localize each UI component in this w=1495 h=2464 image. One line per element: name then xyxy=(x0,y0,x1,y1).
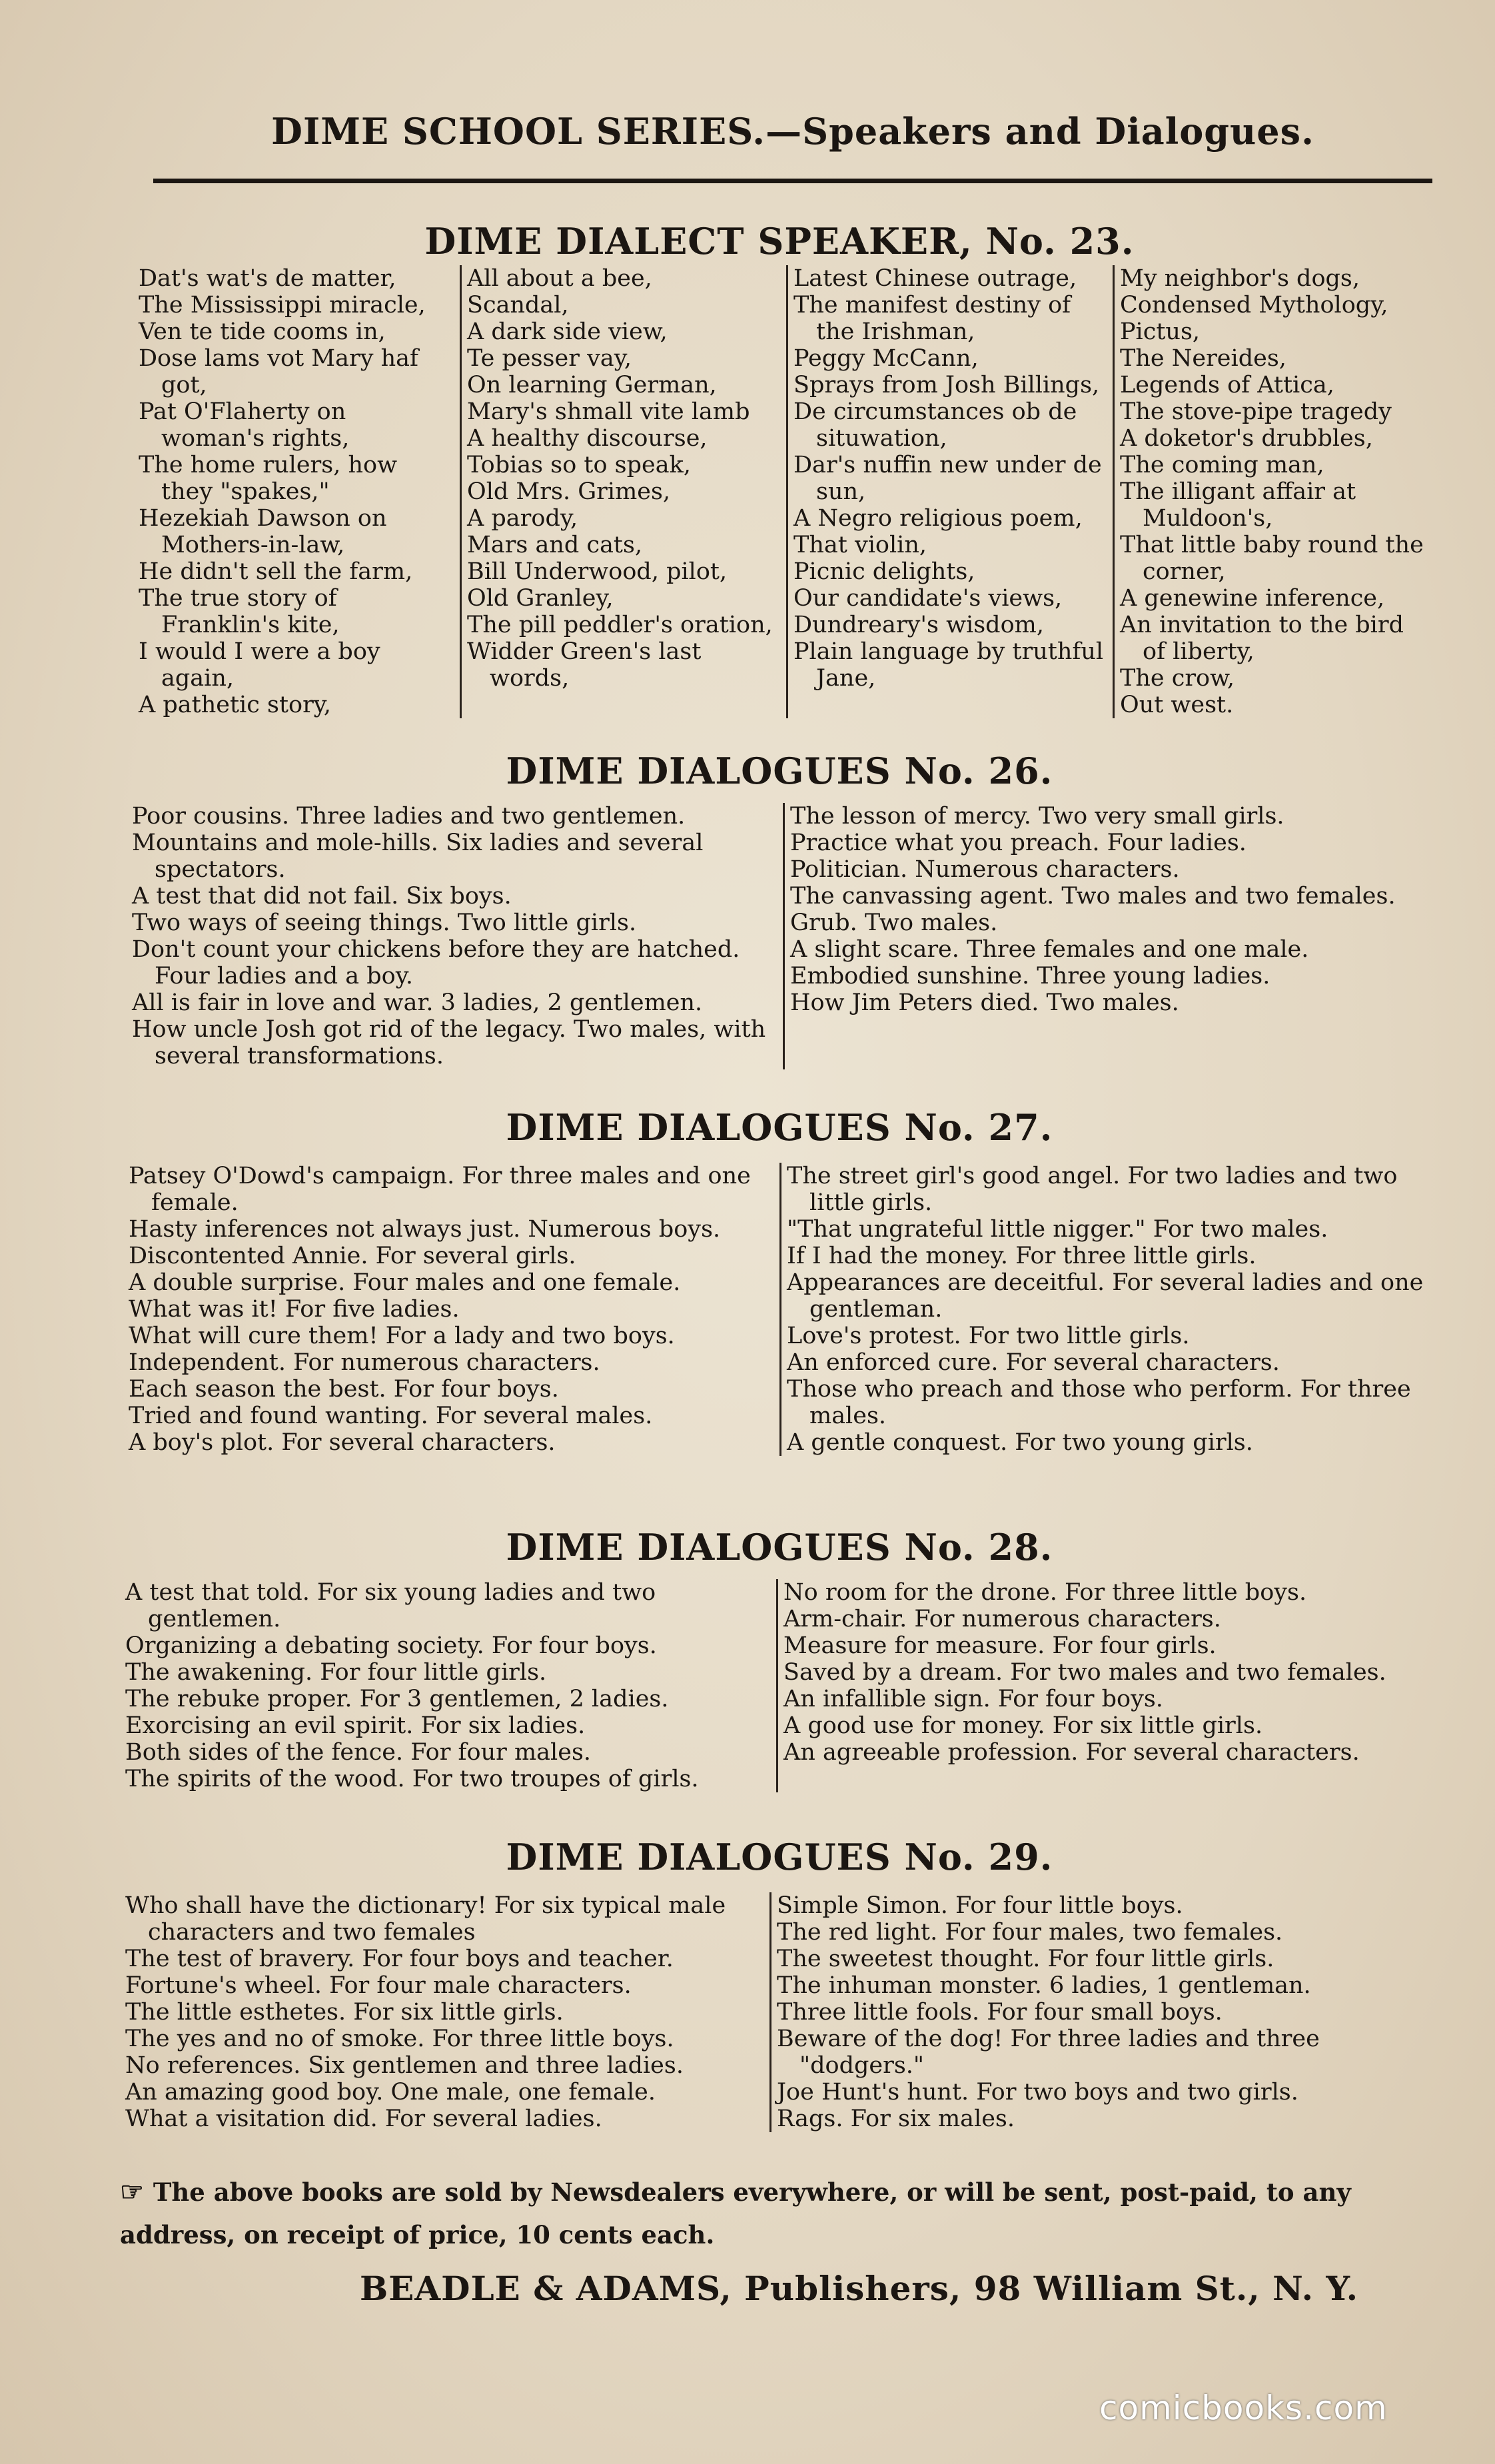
list-item: A genewine inference, xyxy=(1120,585,1385,612)
list-item: How Jim Peters died. Two males. xyxy=(790,989,1179,1016)
list-item: The manifest destiny of the Irishman, xyxy=(793,292,1071,345)
series-header: DIME SCHOOL SERIES.—Speakers and Dialogues. xyxy=(271,110,1314,153)
list-item: The canvassing agent. Two males and two females. xyxy=(790,883,1396,910)
section-title-dialogues-28: DIME DIALOGUES No. 28. xyxy=(506,1526,1053,1568)
list-item: Rags. For six males. xyxy=(777,2106,1015,2132)
list-item: Dar's nuffin new under de sun, xyxy=(793,452,1102,505)
dialogues-29-list xyxy=(120,1892,1432,2132)
list-item: A slight scare. Three females and one male. xyxy=(790,936,1309,963)
list-item: Out west. xyxy=(1120,692,1234,718)
list-item: The yes and no of smoke. For three little boys. xyxy=(125,2026,674,2052)
list-item: The awakening. For four little girls. xyxy=(125,1659,547,1686)
list-item: Arm-chair. For numerous characters. xyxy=(783,1606,1221,1632)
list-item: Bill Underwood, pilot, xyxy=(467,558,728,585)
list-item: Who shall have the dictionary! For six typical male characters and two females xyxy=(125,1892,726,1946)
dialogues-27-list xyxy=(123,1163,1432,1456)
list-item: Two ways of seeing things. Two little girls. xyxy=(132,910,637,936)
dialogues-28-list xyxy=(120,1579,1432,1792)
list-item: An infallible sign. For four boys. xyxy=(783,1686,1163,1712)
list-item: Our candidate's views, xyxy=(793,585,1063,612)
column xyxy=(1113,265,1432,718)
list-item: My neighbor's dogs, xyxy=(1120,265,1360,292)
section-title-dialogues-29: DIME DIALOGUES No. 29. xyxy=(506,1836,1053,1878)
publisher-imprint: BEADLE & ADAMS, Publishers, 98 William St., N. Y. xyxy=(360,2269,1359,2308)
list-item: A healthy discourse, xyxy=(467,425,708,452)
list-item: The home rulers, how they "spakes," xyxy=(139,452,398,505)
ordering-note-text: The above books are sold by Newsdealers everywhere, or will be sent, post-paid, to any address, on receipt of price, 10 cents each. xyxy=(120,2177,1351,2249)
list-item: Beware of the dog! For three ladies and three "dodgers." xyxy=(777,2026,1320,2079)
list-item: Saved by a dream. For two males and two females. xyxy=(783,1659,1386,1686)
list-item: The crow, xyxy=(1120,665,1235,692)
list-item: A dark side view, xyxy=(467,318,668,345)
list-item: The lesson of mercy. Two very small girls. xyxy=(790,803,1284,830)
list-item: A test that told. For six young ladies and two gentlemen. xyxy=(125,1579,656,1632)
list-item: Condensed Mythology, xyxy=(1120,292,1388,318)
list-item: Those who preach and those who perform. For three males. xyxy=(787,1376,1411,1429)
list-item: All about a bee, xyxy=(467,265,652,292)
list-item: "That ungrateful little nigger." For two males. xyxy=(787,1216,1328,1243)
list-item: Peggy McCann, xyxy=(793,345,979,372)
list-item: The spirits of the wood. For two troupes of girls. xyxy=(125,1766,699,1792)
column xyxy=(776,1579,1432,1792)
list-item: Plain language by truthful Jane, xyxy=(793,638,1104,692)
list-item: Exorcising an evil spirit. For six ladies. xyxy=(125,1712,586,1739)
section-title-dialogues-26: DIME DIALOGUES No. 26. xyxy=(506,750,1053,792)
list-item: Three little fools. For four small boys. xyxy=(777,1999,1223,2026)
column xyxy=(769,1892,1432,2132)
list-item: Mountains and mole-hills. Six ladies and several spectators. xyxy=(132,830,704,883)
list-item: A pathetic story, xyxy=(139,692,332,718)
list-item: Dat's wat's de matter, xyxy=(139,265,396,292)
speaker-23-list xyxy=(133,265,1432,718)
list-item: Measure for measure. For four girls. xyxy=(783,1632,1217,1659)
list-item: The pill peddler's oration, xyxy=(467,612,773,638)
list-item: The true story of Franklin's kite, xyxy=(139,585,340,638)
list-item: Discontented Annie. For several girls. xyxy=(129,1243,576,1269)
list-item: An invitation to the bird of liberty, xyxy=(1120,612,1404,665)
list-item: The test of bravery. For four boys and teacher. xyxy=(125,1946,674,1972)
list-item: Appearances are deceitful. For several ladies and one gentleman. xyxy=(787,1269,1424,1323)
list-item: Pat O'Flaherty on woman's rights, xyxy=(139,398,350,452)
list-item: Each season the best. For four boys. xyxy=(129,1376,559,1403)
list-item: Mars and cats, xyxy=(467,532,643,558)
list-item: The stove-pipe tragedy xyxy=(1120,398,1392,425)
list-item: Love's protest. For two little girls. xyxy=(787,1323,1190,1349)
column xyxy=(783,803,1432,1069)
column xyxy=(123,1163,779,1456)
column xyxy=(133,265,460,718)
list-item: Scandal, xyxy=(467,292,569,318)
column xyxy=(120,1579,776,1792)
list-item: Dose lams vot Mary haf got, xyxy=(139,345,418,398)
list-item: Simple Simon. For four little boys. xyxy=(777,1892,1183,1919)
list-item: How uncle Josh got rid of the legacy. Two males, with several transformations. xyxy=(132,1016,766,1069)
list-item: Old Mrs. Grimes, xyxy=(467,478,671,505)
list-item: Te pesser vay, xyxy=(467,345,632,372)
list-item: Picnic delights, xyxy=(793,558,975,585)
list-item: Mary's shmall vite lamb xyxy=(467,398,750,425)
list-item: The Mississippi miracle, xyxy=(139,292,426,318)
list-item: A test that did not fail. Six boys. xyxy=(132,883,512,910)
section-title-dialogues-27: DIME DIALOGUES No. 27. xyxy=(506,1106,1053,1149)
list-item: Organizing a debating society. For four boys. xyxy=(125,1632,657,1659)
list-item: An enforced cure. For several characters. xyxy=(787,1349,1280,1376)
list-item: Legends of Attica, xyxy=(1120,372,1334,398)
list-item: Both sides of the fence. For four males. xyxy=(125,1739,592,1766)
list-item: Poor cousins. Three ladies and two gentlemen. xyxy=(132,803,686,830)
list-item: Old Granley, xyxy=(467,585,614,612)
list-item: What was it! For five ladies. xyxy=(129,1296,460,1323)
dialogues-26-list xyxy=(127,803,1432,1069)
list-item: The little esthetes. For six little girls. xyxy=(125,1999,564,2026)
list-item: I would I were a boy again, xyxy=(139,638,380,692)
list-item: Ven te tide cooms in, xyxy=(139,318,386,345)
list-item: Latest Chinese outrage, xyxy=(793,265,1077,292)
list-item: Tried and found wanting. For several males. xyxy=(129,1403,653,1429)
ordering-note xyxy=(120,2171,1419,2256)
list-item: The sweetest thought. For four little girls. xyxy=(777,1946,1274,1972)
list-item: A gentle conquest. For two young girls. xyxy=(787,1429,1253,1456)
list-item: On learning German, xyxy=(467,372,717,398)
list-item: Fortune's wheel. For four male characters. xyxy=(125,1972,632,1999)
list-item: He didn't sell the farm, xyxy=(139,558,413,585)
column xyxy=(460,265,786,718)
list-item: No room for the drone. For three little boys. xyxy=(783,1579,1307,1606)
list-item: A Negro religious poem, xyxy=(793,505,1083,532)
list-item: Politician. Numerous characters. xyxy=(790,856,1180,883)
watermark: comicbooks.com xyxy=(1099,2389,1388,2427)
list-item: A good use for money. For six little girls. xyxy=(783,1712,1263,1739)
list-item: What will cure them! For a lady and two boys. xyxy=(129,1323,675,1349)
list-item: Joe Hunt's hunt. For two boys and two girls. xyxy=(777,2079,1298,2106)
section-title-speaker-23: DIME DIALECT SPEAKER, No. 23. xyxy=(424,220,1135,263)
list-item: Don't count your chickens before they are hatched. Four ladies and a boy. xyxy=(132,936,740,989)
list-item: The illigant affair at Muldoon's, xyxy=(1120,478,1356,532)
list-item: Hezekiah Dawson on Mothers-in-law, xyxy=(139,505,387,558)
list-item: Dundreary's wisdom, xyxy=(793,612,1044,638)
list-item: Sprays from Josh Billings, xyxy=(793,372,1100,398)
list-item: An amazing good boy. One male, one female. xyxy=(125,2079,656,2106)
list-item: What a visitation did. For several ladies. xyxy=(125,2106,602,2132)
list-item: Pictus, xyxy=(1120,318,1201,345)
list-item: No references. Six gentlemen and three ladies. xyxy=(125,2052,684,2079)
list-item: Hasty inferences not always just. Numerous boys. xyxy=(129,1216,721,1243)
list-item: A double surprise. Four males and one female. xyxy=(129,1269,681,1296)
list-item: That violin, xyxy=(793,532,927,558)
list-item: Independent. For numerous characters. xyxy=(129,1349,600,1376)
column xyxy=(120,1892,769,2132)
list-item: The Nereides, xyxy=(1120,345,1286,372)
pointing-hand-icon: ☞ xyxy=(120,2176,144,2207)
list-item: De circumstances ob de situwation, xyxy=(793,398,1077,452)
list-item: An agreeable profession. For several characters. xyxy=(783,1739,1360,1766)
list-item: The red light. For four males, two females. xyxy=(777,1919,1283,1946)
list-item: Patsey O'Dowd's campaign. For three males and one female. xyxy=(129,1163,751,1216)
list-item: A parody, xyxy=(467,505,578,532)
list-item: The coming man, xyxy=(1120,452,1324,478)
list-item: A boy's plot. For several characters. xyxy=(129,1429,556,1456)
column xyxy=(786,265,1113,718)
column xyxy=(779,1163,1432,1456)
list-item: If I had the money. For three little girls. xyxy=(787,1243,1256,1269)
list-item: A doketor's drubbles, xyxy=(1120,425,1373,452)
list-item: Tobias so to speak, xyxy=(467,452,691,478)
list-item: The street girl's good angel. For two ladies and two little girls. xyxy=(787,1163,1398,1216)
list-item: Practice what you preach. Four ladies. xyxy=(790,830,1246,856)
list-item: That little baby round the corner, xyxy=(1120,532,1424,585)
list-item: The inhuman monster. 6 ladies, 1 gentleman. xyxy=(777,1972,1311,1999)
list-item: Embodied sunshine. Three young ladies. xyxy=(790,963,1270,989)
list-item: Widder Green's last words, xyxy=(467,638,702,692)
list-item: All is fair in love and war. 3 ladies, 2 gentlemen. xyxy=(132,989,703,1016)
column xyxy=(127,803,783,1069)
header-rule xyxy=(153,179,1432,183)
list-item: The rebuke proper. For 3 gentlemen, 2 ladies. xyxy=(125,1686,669,1712)
list-item: Grub. Two males. xyxy=(790,910,998,936)
